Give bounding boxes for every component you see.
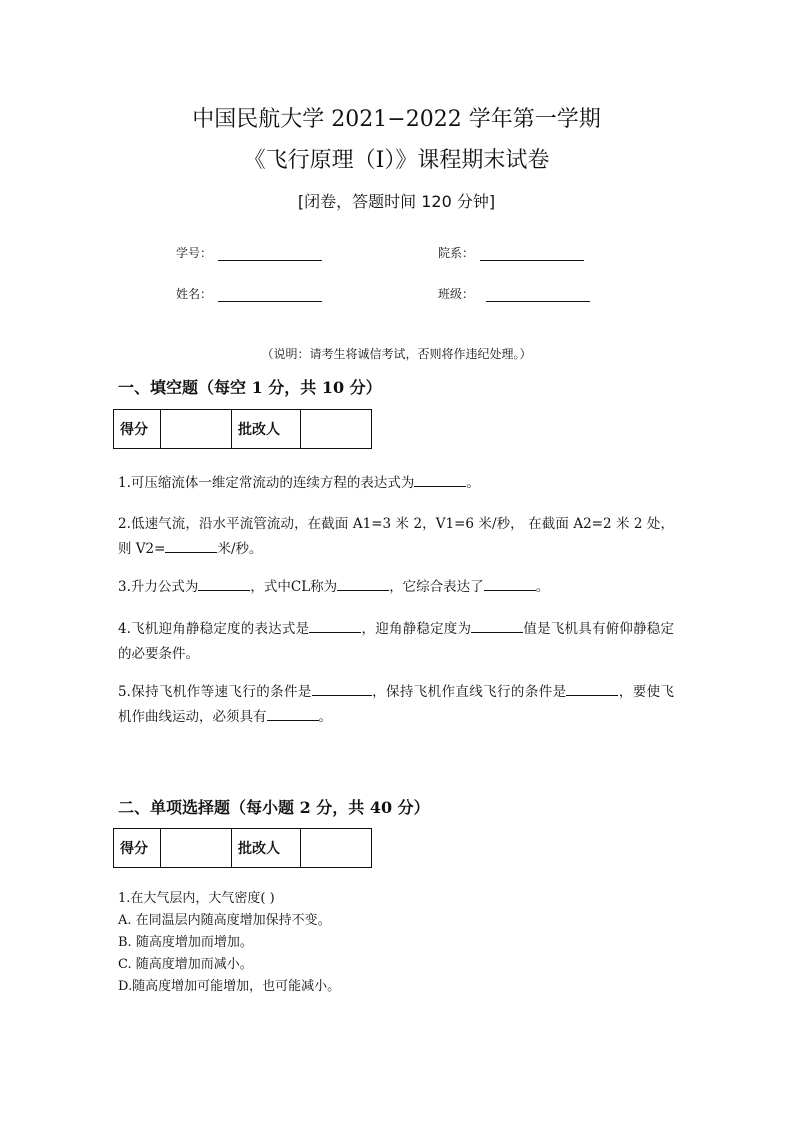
- exam-info: [闭卷，答题时间 120 分钟]: [297, 192, 496, 211]
- department-label: 院系：: [438, 246, 475, 260]
- question-1-4: 4.飞机迎角静稳定度的表达式是 ，迎角静稳定度为 值是飞机具有俯仰静稳定的必要条件。: [118, 617, 674, 667]
- option-b: B. 随高度增加而增加。: [118, 935, 253, 950]
- student-id-blank: [218, 247, 322, 261]
- department-blank: [480, 247, 584, 261]
- grader-cell: [301, 829, 372, 868]
- question-1-1: 1.可压缩流体一维定常流动的连续方程的表达式为 。: [118, 471, 674, 496]
- grader-cell: [301, 410, 372, 449]
- name-label: 姓名：: [176, 287, 213, 301]
- option-a: A. 在同温层内随高度增加保持不变。: [118, 913, 331, 928]
- question-1-2: 2.低速气流，沿水平流管流动，在截面 A1=3 米 2，V1=6 米/秒， 在截面 A2=2 米 2 处，则 V2= 米/秒。: [118, 516, 674, 557]
- class-field: [438, 285, 590, 302]
- course-title: 《飞行原理（Ⅰ）》课程期末试卷: [243, 148, 550, 173]
- question-1-3: 3.升力公式为 ，式中CL称为 ，它综合表达了 。: [118, 575, 674, 600]
- exam-title: 中国民航大学 2021−2022 学年第一学期: [192, 107, 601, 132]
- grader-label: 批改人: [232, 410, 301, 449]
- score-cell: [161, 829, 232, 868]
- section2-title: 二、单项选择题（每小题 2 分，共 40 分）: [118, 798, 430, 817]
- score-cell: [161, 410, 232, 449]
- honesty-note: （说明：请考生将诚信考试，否则将作违纪处理。）: [261, 347, 532, 361]
- name-field: [176, 285, 322, 302]
- student-id-field: [176, 244, 322, 261]
- grader-label: 批改人: [232, 829, 301, 868]
- section1-title: 一、填空题（每空 1 分，共 10 分）: [118, 378, 382, 397]
- name-blank: [218, 288, 322, 302]
- score-label: 得分: [114, 829, 161, 868]
- class-blank: [486, 288, 590, 302]
- student-id-label: 学号：: [176, 246, 213, 260]
- score-label: 得分: [114, 410, 161, 449]
- question-1-5: 5.保持飞机作等速飞行的条件是 ，保持飞机作直线飞行的条件是 ，要使飞机作曲线运动，必须具有 。: [118, 680, 674, 730]
- score-table-2: [113, 828, 372, 868]
- department-field: [438, 244, 584, 261]
- question-2-1: 1.在大气层内，大气密度( ): [118, 891, 275, 906]
- option-c: C. 随高度增加而减小。: [118, 957, 253, 972]
- score-table-1: [113, 409, 372, 449]
- class-label: 班级：: [438, 287, 475, 301]
- option-d: D.随高度增加可能增加，也可能减小。: [118, 979, 341, 994]
